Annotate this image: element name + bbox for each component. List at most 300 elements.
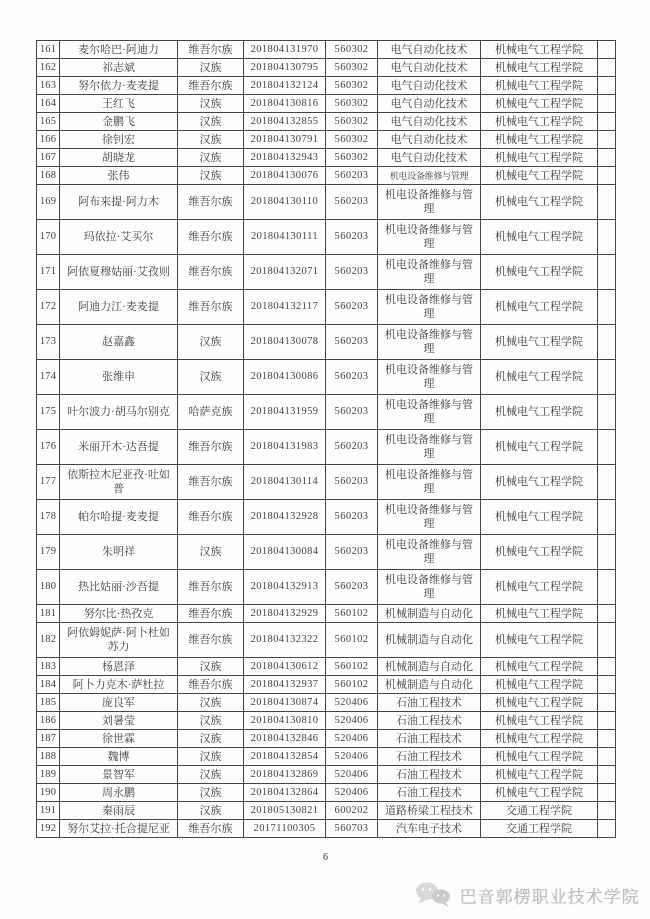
cell-name: 张维申: [60, 360, 178, 395]
cell-student-id: 201804130086: [244, 360, 326, 395]
cell-blank: [598, 167, 616, 185]
cell-name: 米丽开木·达吾提: [60, 430, 178, 465]
major-text: 电气自动化技术: [390, 133, 468, 146]
cell-major: [378, 185, 481, 220]
cell-college: 机械电气工程学院: [481, 41, 598, 59]
cell-name: 庞良军: [60, 694, 178, 712]
cell-major: [378, 167, 481, 185]
cell-name: 麦尔哈巴·阿迪力: [60, 41, 178, 59]
cell-college: 交通工程学院: [481, 820, 598, 838]
cell-major-code: 600202: [326, 802, 378, 820]
cell-student-id: 201804132937: [244, 676, 326, 694]
cell-major-code: 560102: [326, 658, 378, 676]
cell-blank: [598, 41, 616, 59]
cell-name: 秦雨辰: [60, 802, 178, 820]
watermark: [414, 880, 640, 910]
cell-row-number: 178: [37, 500, 60, 535]
table-row: [37, 748, 616, 766]
cell-student-id: 201804132913: [244, 570, 326, 605]
cell-name: 努尔比·热孜克: [60, 605, 178, 623]
cell-name: 阿布来提·阿力木: [60, 185, 178, 220]
major-text: 机电设备维修与管理: [385, 469, 473, 495]
cell-student-id: 201804130816: [244, 95, 326, 113]
table-row: [37, 465, 616, 500]
cell-row-number: 174: [37, 360, 60, 395]
table-row: [37, 676, 616, 694]
major-text: 电气自动化技术: [390, 43, 468, 56]
major-text: 机电设备维修与管理: [385, 224, 473, 250]
major-text: 机电设备维修与管理: [389, 170, 469, 181]
cell-college: 机械电气工程学院: [481, 535, 598, 570]
cell-major: [378, 59, 481, 77]
cell-ethnicity: 汉族: [178, 784, 244, 802]
cell-student-id: 20171100305: [244, 820, 326, 838]
cell-blank: [598, 220, 616, 255]
cell-blank: [598, 290, 616, 325]
cell-major: [378, 290, 481, 325]
cell-major: [378, 430, 481, 465]
cell-row-number: 162: [37, 59, 60, 77]
cell-row-number: 177: [37, 465, 60, 500]
cell-major: [378, 149, 481, 167]
cell-name: 金鹏飞: [60, 113, 178, 131]
major-text: 机械制造与自动化: [385, 634, 473, 646]
cell-student-id: 201804132846: [244, 730, 326, 748]
cell-major-code: 520406: [326, 712, 378, 730]
cell-student-id: 201804132943: [244, 149, 326, 167]
table-row: [37, 766, 616, 784]
watermark-text: 巴音郭楞职业技术学院: [460, 887, 640, 907]
table-row: [37, 59, 616, 77]
cell-student-id: 201804132117: [244, 290, 326, 325]
cell-student-id: 201804130110: [244, 185, 326, 220]
cell-major-code: 560302: [326, 59, 378, 77]
table-row: [37, 167, 616, 185]
cell-blank: [598, 802, 616, 820]
cell-college: 机械电气工程学院: [481, 95, 598, 113]
major-text: 电气自动化技术: [390, 151, 468, 164]
major-text: 石油工程技术: [396, 696, 462, 709]
cell-ethnicity: 汉族: [178, 730, 244, 748]
cell-row-number: 170: [37, 220, 60, 255]
cell-name: 努尔依力·麦麦提: [60, 77, 178, 95]
cell-college: 机械电气工程学院: [481, 766, 598, 784]
major-text: 石油工程技术: [396, 768, 462, 781]
cell-major: [378, 730, 481, 748]
cell-student-id: 201804132071: [244, 255, 326, 290]
major-text: 机电设备维修与管理: [385, 364, 473, 390]
cell-college: 机械电气工程学院: [481, 430, 598, 465]
cell-major: [378, 766, 481, 784]
table-row: [37, 535, 616, 570]
cell-major-code: 560102: [326, 676, 378, 694]
cell-student-id: 201804130076: [244, 167, 326, 185]
major-text: 机械制造与自动化: [385, 678, 473, 691]
table-row: [37, 325, 616, 360]
cell-row-number: 188: [37, 748, 60, 766]
table-row: [37, 802, 616, 820]
cell-row-number: 180: [37, 570, 60, 605]
cell-major: [378, 500, 481, 535]
cell-college: 机械电气工程学院: [481, 360, 598, 395]
cell-student-id: 201804132854: [244, 748, 326, 766]
cell-row-number: 184: [37, 676, 60, 694]
cell-major: [378, 658, 481, 676]
cell-name: 杨恩泽: [60, 658, 178, 676]
cell-student-id: 201804132929: [244, 605, 326, 623]
cell-name: 徐钊宏: [60, 131, 178, 149]
cell-college: 机械电气工程学院: [481, 290, 598, 325]
cell-blank: [598, 694, 616, 712]
cell-ethnicity: 汉族: [178, 535, 244, 570]
table-row: [37, 694, 616, 712]
cell-college: 机械电气工程学院: [481, 784, 598, 802]
table-row: [37, 149, 616, 167]
cell-major: [378, 784, 481, 802]
cell-major: [378, 220, 481, 255]
cell-name: 胡晓龙: [60, 149, 178, 167]
major-text: 电气自动化技术: [390, 61, 468, 74]
cell-major: [378, 41, 481, 59]
cell-blank: [598, 255, 616, 290]
cell-student-id: 201804130111: [244, 220, 326, 255]
cell-major-code: 560302: [326, 131, 378, 149]
cell-major-code: 520406: [326, 748, 378, 766]
cell-name: 阿卜力克木·萨杜拉: [60, 676, 178, 694]
cell-blank: [598, 623, 616, 658]
major-text: 机电设备维修与管理: [385, 434, 473, 460]
cell-major-code: 560203: [326, 360, 378, 395]
cell-major-code: 560203: [326, 220, 378, 255]
cell-row-number: 161: [37, 41, 60, 59]
major-text: 电气自动化技术: [390, 115, 468, 128]
major-text: 机械制造与自动化: [385, 607, 473, 620]
cell-ethnicity: 汉族: [178, 325, 244, 360]
cell-major-code: 560703: [326, 820, 378, 838]
cell-college: 机械电气工程学院: [481, 712, 598, 730]
cell-college: 机械电气工程学院: [481, 658, 598, 676]
cell-blank: [598, 113, 616, 131]
cell-college: 机械电气工程学院: [481, 623, 598, 658]
cell-name: 赵嘉鑫: [60, 325, 178, 360]
cell-ethnicity: 维吾尔族: [178, 220, 244, 255]
cell-student-id: 201804130084: [244, 535, 326, 570]
cell-ethnicity: 维吾尔族: [178, 185, 244, 220]
cell-major-code: 560302: [326, 77, 378, 95]
table-row: [37, 77, 616, 95]
cell-major: [378, 465, 481, 500]
cell-row-number: 176: [37, 430, 60, 465]
table-row: [37, 290, 616, 325]
cell-ethnicity: 维吾尔族: [178, 500, 244, 535]
cell-college: 机械电气工程学院: [481, 220, 598, 255]
cell-ethnicity: 汉族: [178, 748, 244, 766]
cell-major: [378, 131, 481, 149]
cell-major: [378, 77, 481, 95]
cell-student-id: 201804130078: [244, 325, 326, 360]
page-number: 6: [323, 852, 328, 863]
cell-student-id: 201804131970: [244, 41, 326, 59]
major-text: 道路桥梁工程技术: [385, 804, 473, 817]
cell-row-number: 191: [37, 802, 60, 820]
cell-row-number: 167: [37, 149, 60, 167]
cell-major-code: 560102: [326, 605, 378, 623]
cell-row-number: 183: [37, 658, 60, 676]
cell-college: 机械电气工程学院: [481, 748, 598, 766]
cell-blank: [598, 766, 616, 784]
cell-major: [378, 694, 481, 712]
cell-row-number: 187: [37, 730, 60, 748]
major-text: 机电设备维修与管理: [385, 574, 473, 600]
cell-college: 机械电气工程学院: [481, 185, 598, 220]
cell-blank: [598, 77, 616, 95]
cell-row-number: 181: [37, 605, 60, 623]
cell-college: 机械电气工程学院: [481, 676, 598, 694]
cell-major: [378, 676, 481, 694]
cell-college: 机械电气工程学院: [481, 77, 598, 95]
cell-major: [378, 360, 481, 395]
cell-college: 机械电气工程学院: [481, 167, 598, 185]
cell-row-number: 182: [37, 623, 60, 658]
table-row: [37, 95, 616, 113]
cell-college: 机械电气工程学院: [481, 395, 598, 430]
cell-ethnicity: 汉族: [178, 658, 244, 676]
cell-row-number: 166: [37, 131, 60, 149]
cell-row-number: 171: [37, 255, 60, 290]
major-text: 机电设备维修与管理: [385, 399, 473, 425]
cell-ethnicity: 维吾尔族: [178, 623, 244, 658]
cell-blank: [598, 360, 616, 395]
major-text: 汽车电子技术: [396, 822, 462, 835]
cell-blank: [598, 820, 616, 838]
cell-major-code: 560302: [326, 113, 378, 131]
cell-ethnicity: 汉族: [178, 167, 244, 185]
cell-name: 朱明祥: [60, 535, 178, 570]
cell-major: [378, 535, 481, 570]
student-roster-table: [36, 40, 616, 838]
cell-college: 机械电气工程学院: [481, 605, 598, 623]
cell-ethnicity: 汉族: [178, 59, 244, 77]
table-row: [37, 500, 616, 535]
cell-major-code: 520406: [326, 766, 378, 784]
cell-blank: [598, 430, 616, 465]
cell-ethnicity: 维吾尔族: [178, 676, 244, 694]
cell-college: 机械电气工程学院: [481, 325, 598, 360]
cell-blank: [598, 59, 616, 77]
major-text: 机电设备维修与管理: [385, 539, 473, 565]
cell-blank: [598, 712, 616, 730]
cell-major-code: 560203: [326, 535, 378, 570]
cell-blank: [598, 185, 616, 220]
table-row: [37, 430, 616, 465]
cell-name: 热比姑丽·沙吾提: [60, 570, 178, 605]
cell-college: 机械电气工程学院: [481, 694, 598, 712]
cell-ethnicity: 汉族: [178, 712, 244, 730]
major-text: 机械制造与自动化: [385, 660, 473, 673]
cell-major-code: 560203: [326, 290, 378, 325]
cell-name: 刘暑莹: [60, 712, 178, 730]
cell-college: 机械电气工程学院: [481, 500, 598, 535]
cell-row-number: 175: [37, 395, 60, 430]
cell-name: 努尔艾拉·托合提尼亚: [60, 820, 178, 838]
cell-major: [378, 113, 481, 131]
cell-row-number: 192: [37, 820, 60, 838]
cell-student-id: 201804132928: [244, 500, 326, 535]
table-row: [37, 395, 616, 430]
cell-major-code: 560203: [326, 395, 378, 430]
cell-name: 张伟: [60, 167, 178, 185]
cell-major-code: 560203: [326, 185, 378, 220]
cell-major: [378, 395, 481, 430]
cell-name: 周永鹏: [60, 784, 178, 802]
cell-blank: [598, 325, 616, 360]
cell-student-id: 201804130874: [244, 694, 326, 712]
table-row: [37, 605, 616, 623]
cell-ethnicity: 维吾尔族: [178, 820, 244, 838]
cell-major-code: 520406: [326, 694, 378, 712]
cell-student-id: 201804130791: [244, 131, 326, 149]
wechat-icon: [414, 880, 454, 910]
table-row: [37, 41, 616, 59]
cell-row-number: 173: [37, 325, 60, 360]
major-text: 电气自动化技术: [390, 79, 468, 92]
cell-major: [378, 255, 481, 290]
cell-student-id: 201804130795: [244, 59, 326, 77]
cell-row-number: 169: [37, 185, 60, 220]
cell-major: [378, 748, 481, 766]
cell-blank: [598, 730, 616, 748]
cell-row-number: 164: [37, 95, 60, 113]
table-row: [37, 360, 616, 395]
cell-row-number: 185: [37, 694, 60, 712]
cell-major: [378, 325, 481, 360]
cell-ethnicity: 维吾尔族: [178, 41, 244, 59]
cell-ethnicity: 维吾尔族: [178, 290, 244, 325]
cell-student-id: 201804131959: [244, 395, 326, 430]
cell-student-id: 201804130612: [244, 658, 326, 676]
table-row: [37, 131, 616, 149]
cell-student-id: 201804132864: [244, 784, 326, 802]
cell-name: 魏博: [60, 748, 178, 766]
cell-name: 景智军: [60, 766, 178, 784]
cell-major-code: 560203: [326, 255, 378, 290]
cell-name: 阿迪力江·麦麦提: [60, 290, 178, 325]
cell-major-code: 520406: [326, 730, 378, 748]
cell-student-id: 201804132322: [244, 623, 326, 658]
cell-major: [378, 712, 481, 730]
cell-blank: [598, 605, 616, 623]
cell-ethnicity: 维吾尔族: [178, 430, 244, 465]
major-text: 机电设备维修与管理: [385, 329, 473, 355]
cell-major-code: 560203: [326, 167, 378, 185]
cell-major-code: 560102: [326, 623, 378, 658]
major-text: 石油工程技术: [396, 750, 462, 763]
cell-blank: [598, 784, 616, 802]
cell-row-number: 168: [37, 167, 60, 185]
major-text: 机电设备维修与管理: [385, 259, 473, 285]
table-row: [37, 220, 616, 255]
major-text: 机电设备维修与管理: [385, 189, 473, 215]
cell-ethnicity: 汉族: [178, 95, 244, 113]
cell-blank: [598, 676, 616, 694]
major-text: 机电设备维修与管理: [385, 504, 473, 530]
cell-ethnicity: 维吾尔族: [178, 465, 244, 500]
table-row: [37, 623, 616, 658]
cell-ethnicity: 维吾尔族: [178, 77, 244, 95]
cell-name: 王红飞: [60, 95, 178, 113]
table-row: [37, 730, 616, 748]
cell-ethnicity: 维吾尔族: [178, 605, 244, 623]
table-row: [37, 658, 616, 676]
cell-name: 祁志斌: [60, 59, 178, 77]
cell-major: [378, 802, 481, 820]
cell-major-code: 560203: [326, 430, 378, 465]
major-text: 石油工程技术: [396, 714, 462, 727]
table-row: [37, 712, 616, 730]
cell-major: [378, 623, 481, 658]
cell-blank: [598, 95, 616, 113]
major-text: 电气自动化技术: [390, 97, 468, 110]
cell-college: 机械电气工程学院: [481, 465, 598, 500]
cell-college: 机械电气工程学院: [481, 131, 598, 149]
cell-major-code: 560203: [326, 465, 378, 500]
cell-major-code: 560302: [326, 95, 378, 113]
cell-name: 帕尔哈提·麦麦提: [60, 500, 178, 535]
cell-college: 机械电气工程学院: [481, 113, 598, 131]
cell-ethnicity: 汉族: [178, 802, 244, 820]
cell-name: 徐世霖: [60, 730, 178, 748]
cell-row-number: 189: [37, 766, 60, 784]
cell-student-id: 201804130810: [244, 712, 326, 730]
cell-row-number: 179: [37, 535, 60, 570]
cell-blank: [598, 658, 616, 676]
cell-blank: [598, 149, 616, 167]
cell-major-code: 520406: [326, 784, 378, 802]
major-text: 机电设备维修与管理: [385, 294, 473, 320]
cell-student-id: 201804132869: [244, 766, 326, 784]
cell-ethnicity: 汉族: [178, 694, 244, 712]
table-row: [37, 820, 616, 838]
cell-major: [378, 605, 481, 623]
cell-ethnicity: 维吾尔族: [178, 255, 244, 290]
cell-student-id: 201805130821: [244, 802, 326, 820]
cell-ethnicity: 汉族: [178, 149, 244, 167]
table-row: [37, 255, 616, 290]
cell-major-code: 560203: [326, 325, 378, 360]
cell-blank: [598, 395, 616, 430]
cell-college: 机械电气工程学院: [481, 730, 598, 748]
cell-college: 机械电气工程学院: [481, 255, 598, 290]
cell-row-number: 163: [37, 77, 60, 95]
cell-blank: [598, 465, 616, 500]
cell-blank: [598, 570, 616, 605]
cell-ethnicity: 汉族: [178, 131, 244, 149]
cell-row-number: 165: [37, 113, 60, 131]
major-text: 石油工程技术: [396, 732, 462, 745]
cell-major: [378, 95, 481, 113]
cell-blank: [598, 535, 616, 570]
cell-major-code: 560203: [326, 500, 378, 535]
cell-row-number: 190: [37, 784, 60, 802]
roster-body: [37, 41, 616, 838]
cell-college: 机械电气工程学院: [481, 570, 598, 605]
table-row: [37, 570, 616, 605]
cell-name: 叶尔波力·胡马尔别克: [60, 395, 178, 430]
cell-name: 阿依夏穆姑丽·艾孜则: [60, 255, 178, 290]
cell-major-code: 560203: [326, 570, 378, 605]
table-row: [37, 185, 616, 220]
cell-blank: [598, 131, 616, 149]
